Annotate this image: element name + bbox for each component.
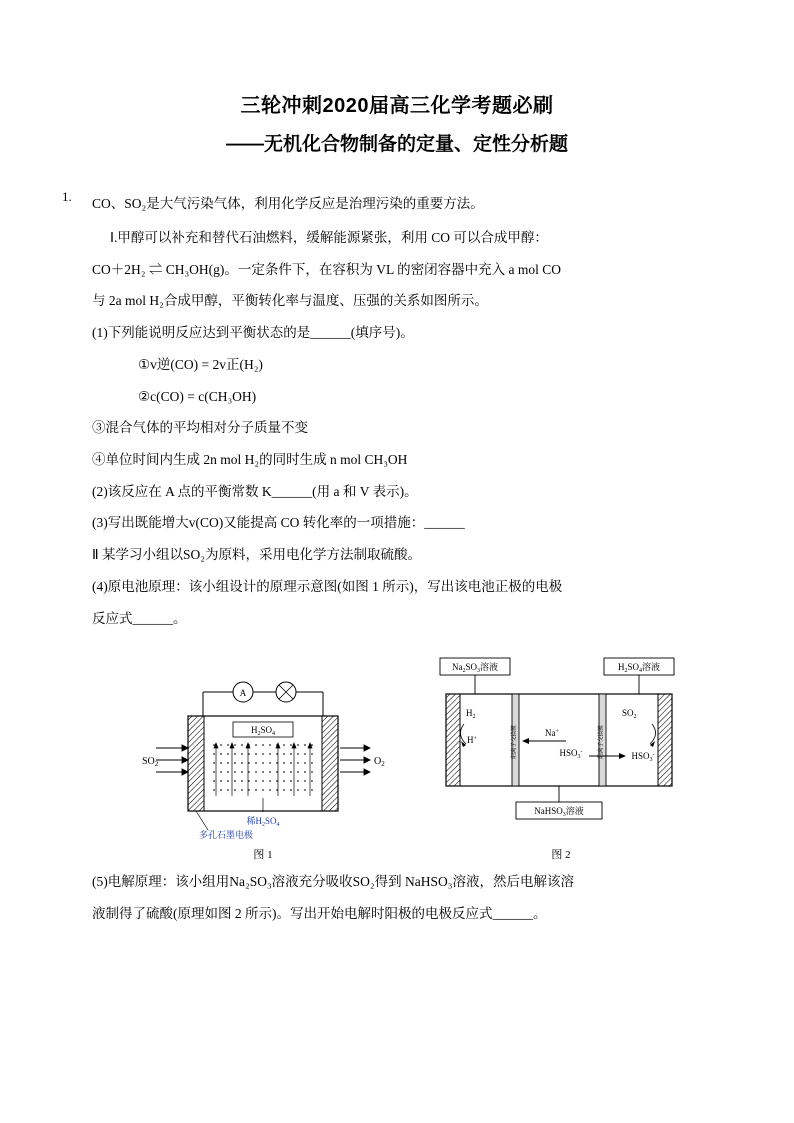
svg-text:Na2SO3溶液: $Na_2SO_3$溶液: [451, 662, 499, 675]
svg-text:Na+: Na+: [545, 728, 559, 739]
svg-text:HSO3-: $HSO_3^-$: [631, 751, 655, 764]
figure-1-drawing: [128, 644, 398, 844]
svg-text:HSO3-: $HSO_3^-$: [559, 748, 583, 761]
svg-text:H2SO4溶液: $H_2SO_4$溶液: [617, 662, 661, 675]
figure-2-drawing: [426, 644, 696, 844]
page-subtitle: ——无机化合物制备的定量、定性分析题: [225, 134, 568, 155]
part2-lead: Ⅱ 某学习小组以SO₂为原料，采用电化学方法制取硫酸。: [92, 547, 421, 563]
option-1: ①v逆(CO) = 2v正(H₂): [138, 356, 263, 372]
svg-text:SO2: $SO_2$: [142, 756, 159, 769]
question-1-2: (2)该反应在 A 点的平衡常数 K______(用 a 和 V 表示)。: [92, 483, 418, 499]
svg-text:阴离子交换膜: 阴离子交换膜: [598, 725, 605, 760]
figure-1: [128, 644, 398, 862]
svg-text:H2SO4: $H_2SO_4$: [250, 725, 276, 738]
page-title: 三轮冲刺2020届高三化学考题必刷: [240, 95, 554, 117]
option-4: ④单位时间内生成 2n mol H₂的同时生成 n mol CH₃OH: [92, 451, 408, 467]
svg-text:NaHSO3溶液: NaHSO$_3$溶液: [534, 806, 584, 819]
svg-text:稀H2SO4: 稀$H_2SO_4$: [246, 816, 280, 829]
figure-1-caption: 图 1: [253, 849, 273, 862]
figures-row: [92, 644, 732, 862]
svg-text:阳离子交换膜: 阳离子交换膜: [511, 725, 518, 760]
part1-lead: Ⅰ.甲醇可以补充和替代石油燃料，缓解能源紧张，利用 CO 可以合成甲醇：: [110, 229, 548, 245]
question-1-3: (3)写出既能增大v(CO)又能提高 CO 转化率的一项措施：______: [92, 515, 465, 531]
equation-line: CO＋2H₂ ⇌ CH₃OH(g)。一定条件下，在容积为 VL 的密闭容器中充入 a mol CO: [92, 261, 562, 277]
option-3: ③混合气体的平均相对分子质量不变: [92, 420, 308, 436]
svg-text:H2: $H_2$: [466, 708, 476, 721]
question-1-4-line2: 反应式______。: [92, 610, 187, 626]
svg-text:多孔石墨电极: 多孔石墨电极: [198, 830, 254, 841]
figure-2-caption: 图 2: [551, 849, 571, 862]
question-stem: CO、SO₂是大气污染气体，利用化学反应是治理污染的重要方法。: [92, 196, 484, 212]
svg-text:H+: H+: [467, 735, 477, 746]
question-1-5-line1: (5)电解原理：该小组用Na₂SO₃溶液充分吸收SO₂得到 NaHSO₃溶液，然后电解该溶: [92, 874, 574, 890]
svg-text:SO2: $SO_2$: [622, 708, 637, 721]
option-2: ②c(CO) = c(CH₃OH): [138, 388, 257, 404]
question-body: [92, 222, 732, 930]
svg-text:O2: $O_2$: [374, 756, 385, 769]
figure-2: [426, 644, 696, 862]
question-1: [62, 188, 732, 220]
question-1-1: (1)下列能说明反应达到平衡状态的是______(填序号)。: [92, 325, 414, 341]
svg-text:A: A: [239, 688, 247, 699]
question-1-4-line1: (4)原电池原理：该小组设计的原理示意图(如图 1 所示)，写出该电池正极的电极: [92, 578, 563, 594]
question-1-5-line2: 液制得了硫酸(原理如图 2 所示)。写出开始电解时阳极的电极反应式______。: [92, 905, 547, 921]
question-number: 1.: [62, 189, 72, 205]
equation-continuation: 与 2a mol H₂合成甲醇，平衡转化率与温度、压强的关系如图所示。: [92, 293, 488, 309]
